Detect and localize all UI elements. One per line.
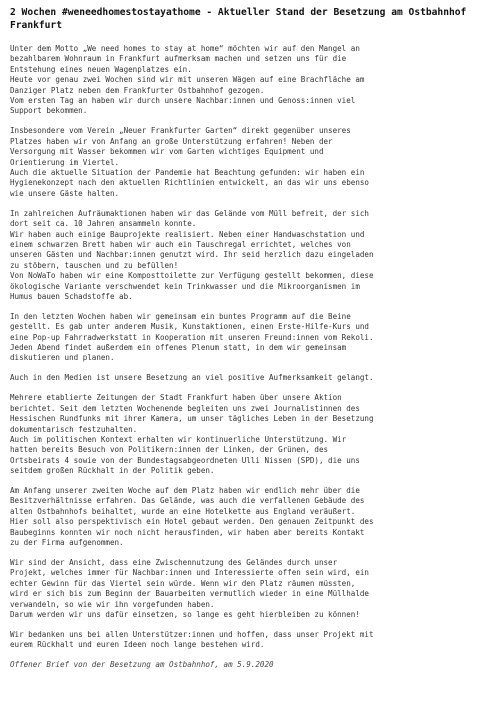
paragraph	[10, 373, 470, 383]
text-line: Hygienekonzept nach den aktuellen Richtlinien entwickelt, an das wir uns ebenso	[10, 178, 369, 188]
text-line: dokumentarisch festzuhalten.	[10, 424, 138, 434]
text-line: echter Gewinn für das Viertel sein würde. Wenn wir den Platz räumen müssten,	[10, 578, 356, 588]
text-line: Platzes haben wir von Anfang an große Unterstützung erfahren! Neben der	[10, 136, 333, 146]
text-line: Auch im politischen Kontext erhalten wir kontinuerliche Unterstützung. Wir	[10, 434, 347, 444]
text-line: zu der Firma aufgenommen.	[10, 538, 124, 548]
text-line: Besitzverhältnisse erfahren. Das Gelände, was auch die verfallenen Gebäude des	[10, 496, 365, 506]
paragraph	[10, 393, 470, 476]
text-line: Hier soll also perspektivisch ein Hotel gebaut werden. Den genauen Zeitpunkt des	[10, 517, 374, 527]
text-line: zu stöbern, tauschen und zu befüllen!	[10, 260, 179, 270]
text-line: Vom ersten Tag an haben wir durch unsere Nachbar:innen und Genoss:innen viel	[10, 96, 356, 106]
text-line: Insbesondere vom Verein „Neuer Frankfurter Garten“ direkt gegenüber unseres	[10, 126, 351, 136]
text-line: In zahlreichen Aufräumaktionen haben wir das Gelände vom Müll befreit, der sich	[10, 208, 369, 218]
text-line: berichtet. Seit dem letzten Wochenende begleiten uns zwei Journalistinnen des	[10, 403, 360, 413]
text-line: Ortsbeirats 4 sowie von der Bundestagsabgeordneten Ulli Nissen (SPD), die uns	[10, 455, 360, 465]
text-line: ökologische Variante verschwendet kein Trinkwasser und die Mikroorganismen im	[10, 281, 360, 291]
text-line: Hessischen Rundfunks mit ihrer Kamera, um unser tägliches Leben in der Besetzung	[10, 414, 374, 424]
letter-body	[10, 44, 470, 651]
text-line: Versorgung mit Wasser bekommen wir vom Garten wichtiges Equipment und	[10, 147, 324, 157]
paragraph	[10, 486, 470, 548]
text-line: Projekt, welches immer für Nachbar:innen und Interessierte offen sein wird, ein	[10, 568, 369, 578]
text-line: bezahlbarem Wohnraum in Frankfurt aufmerksam machen und setzen uns für die	[10, 54, 347, 64]
text-line: dort seit ca. 10 Jahren ansammeln konnte.	[10, 219, 197, 229]
text-line: alten Ostbahnhofs beihaltet, wurde an eine Hotelkette aus England veräußert.	[10, 506, 356, 516]
text-line: Wir bedanken uns bei allen Unterstützer:innen und hoffen, dass unser Projekt mit	[10, 629, 374, 639]
text-line: Auch die aktuelle Situation der Pandemie hat Beachtung gefunden: wir haben ein	[10, 167, 365, 177]
paragraph	[10, 558, 470, 620]
text-line: seitdem großen Rückhalt in der Politik geben.	[10, 466, 215, 476]
text-line: wird er sich bis zum Beginn der Bauarbeiten vermutlich wieder in eine Müllhalde	[10, 589, 369, 599]
text-line: Darum werden wir uns dafür einsetzen, so lange es geht hierbleiben zu können!	[10, 610, 360, 619]
text-line: Wir haben auch einige Bauprojekte realisiert. Neben einer Handwaschstation und	[10, 229, 365, 239]
letter-title: 2 Wochen #weneedhomestostayathome - Aktueller Stand der Besetzung am Ostbahnhof Frankfurt	[10, 7, 473, 31]
paragraph	[10, 312, 470, 364]
text-line: Heute vor genau zwei Wochen sind wir mit unseren Wägen auf eine Brachfläche am	[10, 75, 365, 85]
text-line: diskutieren und planen.	[10, 353, 115, 363]
text-line: hatten bereits Besuch von Politikern:innen der Linken, der Grünen, des	[10, 445, 329, 455]
text-line: Wir sind der Ansicht, dass eine Zwischennutzung des Geländes durch unser	[10, 557, 338, 567]
text-line: Humus bauen Schadstoffe ab.	[10, 291, 133, 301]
text-line: Mehrere etablierte Zeitungen der Stadt Frankfurt haben über unsere Aktion	[10, 393, 342, 403]
text-line: In den letzten Wochen haben wir gemeinsam ein buntes Programm auf die Beine	[10, 311, 351, 321]
text-line: Danziger Platz neben dem Frankfurter Ostbahnhof gezogen.	[10, 85, 265, 95]
text-line: Jeden Abend findet außerdem ein offenes Plenum statt, in dem wir gemeinsam	[10, 343, 347, 353]
paragraph	[10, 44, 470, 117]
text-line: Support bekommen.	[10, 106, 88, 116]
text-line: unseren Gästen und Nachbar:innen genutzt wird. Ihr seid herzlich dazu eingeladen	[10, 250, 374, 260]
text-line: verwandeln, so wie wir ihn vorgefunden haben.	[10, 599, 215, 609]
text-line: eine Pop-up Fahrradwerkstatt in Kooperation mit unseren Freund:innen vom Rekoli.	[10, 332, 374, 342]
text-line: Auch in den Medien ist unsere Besetzung an viel positive Aufmerksamkeit gelangt.	[10, 373, 374, 383]
text-line: gestellt. Es gab unter anderem Musik, Kunstaktionen, einen Erste-Hilfe-Kurs und	[10, 322, 369, 332]
text-line: Von NoWaTo haben wir eine Komposttoilette zur Verfügung gestellt bekommen, diese	[10, 271, 374, 281]
text-line: Unter dem Motto „We need homes to stay at home“ möchten wir auf den Mangel an	[10, 44, 360, 53]
letter-signature: Offener Brief von der Besetzung am Ostbahnhof, am 5.9.2020	[10, 660, 274, 670]
paragraph	[10, 630, 470, 651]
text-line: Orientierung im Viertel.	[10, 157, 120, 167]
paragraph	[10, 209, 470, 303]
paragraph	[10, 126, 470, 199]
text-line: Entstehung eines neuen Wagenplatzes ein.	[10, 64, 192, 74]
text-line: eurem Rückhalt und euren Ideen noch lange bestehen wird.	[10, 640, 265, 650]
text-line: einem schwarzen Brett haben wir auch ein Tauschregal errichtet, welches von	[10, 239, 351, 249]
text-line: wie unsere Gäste halten.	[10, 188, 120, 198]
text-line: Am Anfang unserer zweiten Woche auf dem Platz haben wir endlich mehr über die	[10, 486, 360, 496]
text-line: Baubeginns konnten wir noch nicht herausfinden, wir haben aber bereits Kontakt	[10, 527, 365, 537]
